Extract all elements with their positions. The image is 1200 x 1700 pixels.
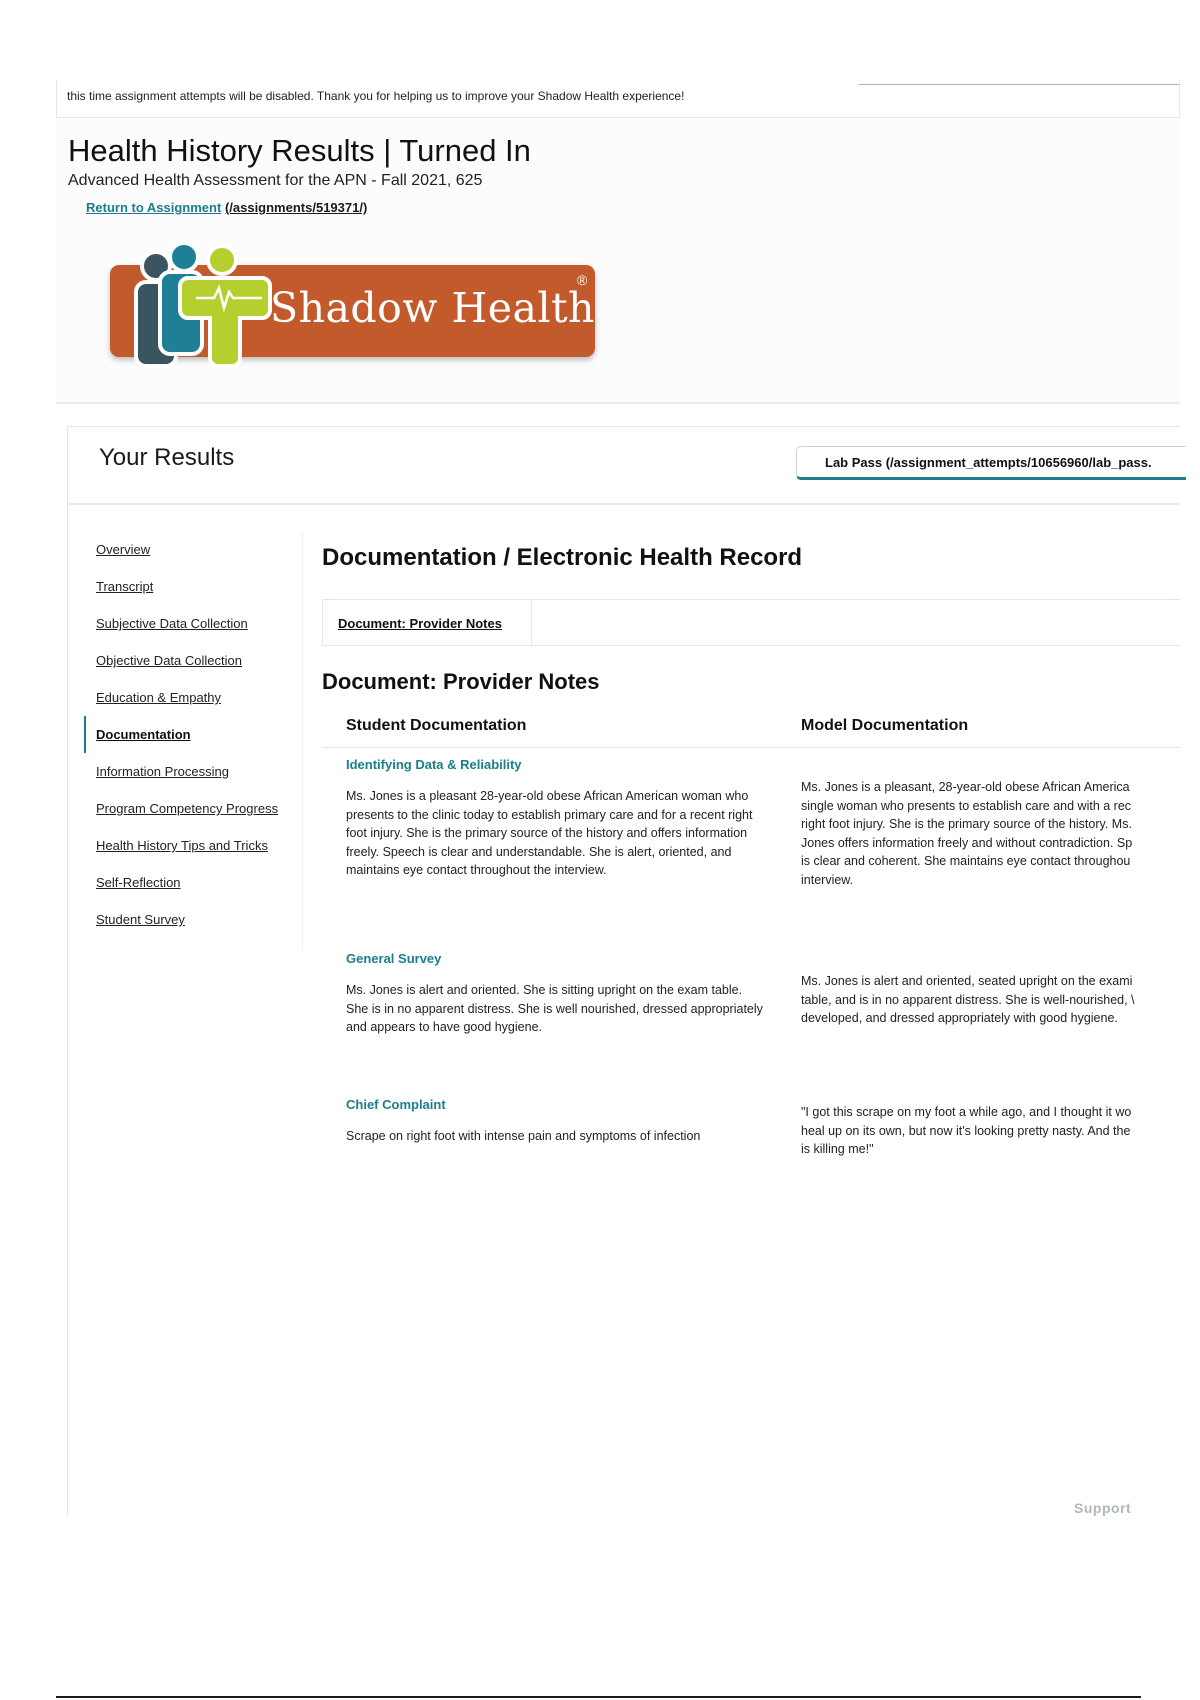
model-line: single woman who presents to establish care and with a rec — [801, 798, 1132, 813]
student-entry-text: Scrape on right foot with intense pain and symptoms of infection — [346, 1129, 701, 1143]
divider — [859, 84, 1179, 85]
student-entry-text: Ms. Jones is alert and oriented. She is sitting upright on the exam table. She is in no apparent distress. She is well nourished, dressed appropriately and appears to have good hygiene. — [346, 983, 763, 1034]
results-header — [68, 427, 1180, 505]
sidebar-item-subjective-data-collection[interactable]: Subjective Data Collection — [96, 616, 248, 631]
sidebar-item-self-reflection[interactable]: Self-Reflection — [96, 875, 181, 890]
shadow-health-logo — [110, 242, 610, 370]
model-line: Ms. Jones is alert and oriented, seated upright on the exami — [801, 974, 1133, 988]
model-entry-text — [801, 1103, 1181, 1159]
return-row — [86, 200, 367, 215]
sidebar-item-transcript[interactable]: Transcript — [96, 579, 154, 594]
notice-text: this time assignment attempts will be disabled. Thank you for helping us to improve your Shadow Health experience! — [67, 89, 685, 103]
student-documentation-header: Student Documentation — [346, 717, 527, 734]
results-sidebar — [84, 531, 303, 951]
logo-registered-mark: ® — [577, 272, 588, 288]
model-line: is clear and coherent. She maintains eye contact throughou — [801, 854, 1131, 868]
student-entry-text: Ms. Jones is a pleasant 28-year-old obese African American woman who presents to the clinic today to establish primary care and for a recent right foot injury. She is the primary source of the history and offers information freely. Speech is clear and understandable. She is alert, oriented, and maintains eye contact throughout the interview. — [346, 789, 753, 877]
logo-text: Shadow Health — [270, 284, 595, 332]
model-line: developed, and dressed appropriately with good hygiene. — [801, 1011, 1118, 1025]
tab-provider-notes[interactable]: Document: Provider Notes — [322, 600, 532, 645]
model-line: "I got this scrape on my foot a while ago, and I thought it wo — [801, 1105, 1132, 1119]
sidebar-item-objective-data-collection[interactable]: Objective Data Collection — [96, 653, 242, 668]
model-documentation-header: Model Documentation — [801, 717, 969, 734]
model-entry-text — [801, 778, 1181, 889]
model-entry-text — [801, 972, 1181, 1028]
sidebar-item-student-survey[interactable]: Student Survey — [96, 912, 185, 927]
sidebar-item-health-history-tips[interactable]: Health History Tips and Tricks — [96, 838, 268, 853]
return-path: (/assignments/519371/) — [224, 200, 368, 215]
results-title: Your Results — [99, 444, 235, 471]
documentation-title: Documentation / Electronic Health Record — [322, 544, 803, 571]
notice-banner — [56, 80, 1180, 118]
divider — [322, 645, 1181, 646]
divider — [322, 747, 1181, 748]
sidebar-item-education-empathy[interactable]: Education & Empathy — [96, 690, 222, 705]
model-line: Jones offers information freely and without contradiction. Sp — [801, 835, 1133, 850]
entry-heading-chief-complaint: Chief Complaint — [346, 1097, 446, 1112]
sidebar-item-documentation[interactable]: Documentation — [84, 716, 302, 753]
page-header — [56, 118, 1180, 404]
sidebar-item-information-processing[interactable]: Information Processing — [96, 764, 229, 779]
model-line: interview. — [801, 872, 854, 887]
return-to-assignment-link[interactable]: Return to Assignment — [86, 200, 222, 215]
model-line: right foot injury. She is the primary source of the history. Ms. — [801, 817, 1132, 831]
model-line: heal up on its own, but now it's looking pretty nasty. And the — [801, 1123, 1131, 1138]
model-line: table, and is in no apparent distress. She is well-nourished, \ — [801, 992, 1135, 1007]
course-subtitle: Advanced Health Assessment for the APN - Fall 2021, 625 — [68, 172, 483, 189]
section-title: Document: Provider Notes — [322, 669, 600, 694]
model-line: Ms. Jones is a pleasant, 28-year-old obese African America — [801, 780, 1130, 794]
support-link[interactable]: Support — [1074, 1500, 1132, 1516]
lab-pass-button[interactable]: Lab Pass (/assignment_attempts/10656960/lab_pass. — [796, 446, 1186, 480]
page-title: Health History Results | Turned In — [68, 133, 531, 168]
entry-heading-identifying-data: Identifying Data & Reliability — [346, 757, 522, 772]
logo-figures-icon — [122, 242, 272, 370]
entry-heading-general-survey: General Survey — [346, 951, 442, 966]
sidebar-item-program-competency-progress[interactable]: Program Competency Progress — [96, 801, 279, 816]
sidebar-item-overview[interactable]: Overview — [96, 542, 151, 557]
results-panel — [67, 426, 1180, 1516]
model-line: is killing me!" — [801, 1142, 874, 1156]
divider — [56, 1696, 1141, 1698]
